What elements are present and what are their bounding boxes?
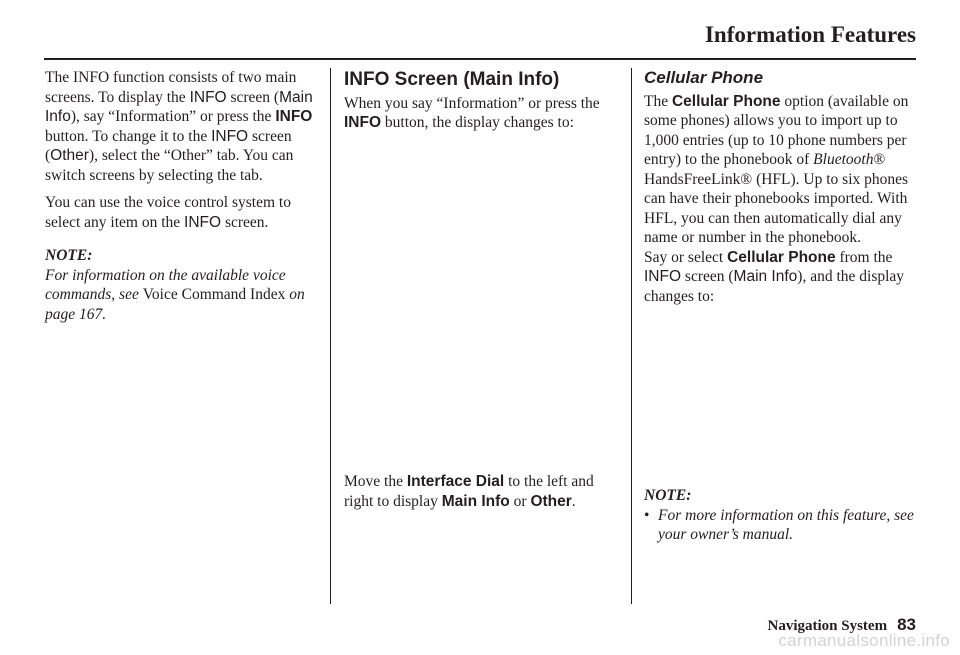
- info-screen-paragraph: When you say “Information” or press the INFO button, the display changes to:: [344, 94, 600, 131]
- page-number: 83: [897, 615, 916, 634]
- other-term: Other: [530, 492, 572, 510]
- interface-dial-term: Interface Dial: [406, 473, 505, 490]
- intro-paragraph: The INFO function consists of two main screens. To display the INFO screen (Main Info), say “Information” or press the INFO button. To change it to the INFO screen (Other), select the “Other” tab. You can switch screens by selecting the tab.: [45, 69, 313, 184]
- column-1: [45, 68, 317, 332]
- main-info-term: Main Info: [45, 88, 313, 125]
- note-label: NOTE:: [45, 247, 93, 264]
- column-divider: [631, 68, 632, 604]
- bluetooth-term: Bluetooth: [813, 151, 874, 168]
- title-rule: [44, 58, 916, 60]
- section-heading: INFO Screen (Main Info): [344, 69, 560, 90]
- info-button-term: INFO: [344, 114, 382, 131]
- watermark: carmanualsonline.info: [778, 631, 950, 650]
- bullet-icon: •: [644, 506, 650, 524]
- voice-control-paragraph: You can use the voice control system to select any item on the INFO screen.: [45, 194, 291, 231]
- section-heading: Cellular Phone: [644, 68, 764, 87]
- cellular-phone-paragraph: The Cellular Phone option (available on some phones) allows you to import up to 1,000 entries (up to 10 phone numbers per entry) to the phonebook of Bluetooth® HandsFreeLink® (HFL). Up to six phones can have their phonebooks imported. With HFL, you can then automatically dial any name or number in the phonebook.: [644, 92, 909, 246]
- info-screen-term: INFO: [189, 88, 227, 106]
- select-cellular-paragraph: Say or select Cellular Phone from the INFO screen (Main Info), and the display changes to:: [644, 248, 905, 305]
- cellular-phone-term: Cellular Phone: [727, 248, 836, 266]
- footer-section: Navigation System: [767, 618, 888, 634]
- info-screen-term: INFO: [184, 213, 222, 231]
- column-3: [644, 68, 924, 314]
- page-title: Information Features: [704, 22, 916, 47]
- info-screen-term: INFO: [211, 127, 249, 145]
- voice-command-index-ref: Voice Command Index: [142, 286, 286, 303]
- column-2: [344, 68, 622, 141]
- cellular-phone-term: Cellular Phone: [671, 92, 781, 110]
- main-info-term: Main Info: [733, 268, 798, 285]
- note-label: NOTE:: [644, 487, 692, 504]
- main-info-term: Main Info: [441, 492, 510, 510]
- info-screen-term: INFO: [644, 268, 682, 285]
- info-button-term: INFO: [275, 108, 313, 125]
- column-divider: [330, 68, 331, 604]
- note-bullet-item: [644, 506, 924, 545]
- note-paragraph: NOTE: For information on the available voice commands, see Voice Command Index on page 167.: [45, 247, 305, 323]
- interface-dial-paragraph: Move the Interface Dial to the left and right to display Main Info or Other.: [344, 473, 594, 510]
- other-term: Other: [50, 147, 89, 164]
- owner-manual-note: [644, 486, 924, 545]
- note-bullet-text: For more information on this feature, see your owner’s manual.: [658, 506, 914, 543]
